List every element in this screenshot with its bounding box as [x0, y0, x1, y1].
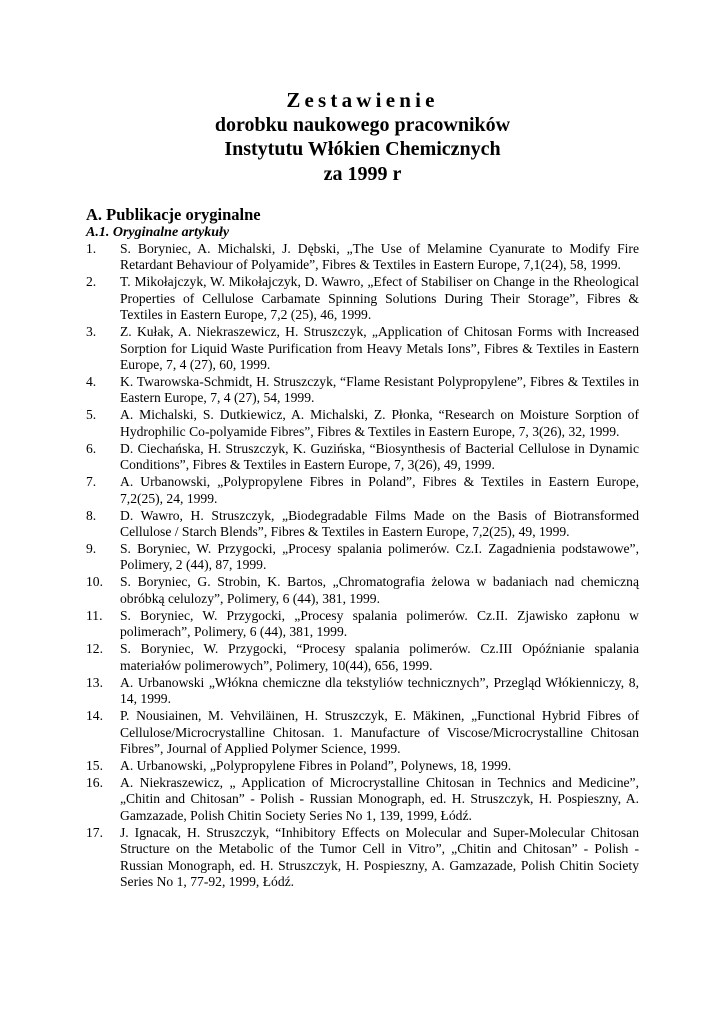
entry-number: 10. [86, 574, 103, 590]
entry-number: 7. [86, 474, 97, 490]
entry-number: 12. [86, 641, 103, 657]
publication-entry [86, 708, 639, 757]
subsection-heading: A.1. Oryginalne artykuły [86, 225, 230, 240]
publication-entry [86, 641, 639, 674]
entry-number: 8. [86, 507, 97, 523]
publication-entry [86, 608, 639, 641]
entry-number: 2. [86, 274, 97, 290]
publication-entry [86, 374, 639, 407]
document-title [0, 88, 725, 186]
entry-text: T. Mikołajczyk, W. Mikołajczyk, D. Wawro, „Efect of Stabiliser on Change in the Rheological Properties of Cellulose Carbamate Spinning Solutions During Their Storage”, Fibres & Textiles in Eastern Europe, 7,2 (25), 46, 1999. [120, 274, 639, 323]
title-line-4: za 1999 r [323, 162, 402, 185]
publication-entry [86, 775, 639, 824]
entry-number: 14. [86, 708, 103, 724]
entry-text: S. Boryniec, G. Strobin, K. Bartos, „Chromatografia żelowa w badaniach nad chemiczną obróbką celulozy”, Polimery, 6 (44), 381, 1999. [120, 574, 639, 606]
publication-entry [86, 508, 639, 541]
entry-text: A. Urbanowski „Włókna chemiczne dla tekstyliów technicznych”, Przegląd Włókienniczy, 8, 14, 1999. [120, 674, 639, 707]
entry-text: K. Twarowska-Schmidt, H. Struszczyk, “Flame Resistant Polypropylene”, Fibres & Textiles in Eastern Europe, 7, 4 (27), 54, 1999. [120, 374, 639, 406]
entry-number: 16. [86, 774, 103, 790]
publication-entry [86, 407, 639, 440]
entry-text: D. Wawro, H. Struszczyk, „Biodegradable Films Made on the Basis of Biotransformed Cellulose / Starch Blends”, Fibres & Textiles in Eastern Europe, 7,2(25), 49, 1999. [120, 507, 639, 540]
publication-entry [86, 541, 639, 574]
entry-number: 17. [86, 824, 103, 840]
entry-number: 3. [86, 324, 97, 340]
entry-number: 9. [86, 541, 97, 557]
entry-number: 1. [86, 241, 97, 256]
publication-entry [86, 274, 639, 323]
entry-text: S. Boryniec, A. Michalski, J. Dębski, „The Use of Melamine Cyanurate to Modify Fire Retardant Behaviour of Polyamide”, Fibres & Textiles in Eastern Europe, 7,1(24), 58, 1999. [120, 241, 639, 273]
publication-entry [86, 241, 639, 274]
publication-entry [86, 474, 639, 507]
publication-entry [86, 675, 639, 708]
title-line-2: dorobku naukowego pracowników [214, 113, 511, 136]
publication-entry [86, 441, 639, 474]
entry-number: 6. [86, 440, 97, 456]
entry-text: D. Ciechańska, H. Struszczyk, K. Guzińska, “Biosynthesis of Bacterial Cellulose in Dynamic Conditions”, Fibres & Textiles in Eastern Europe, 7, 3(26), 49, 1999. [120, 440, 639, 473]
title-line-1: Zestawienie [286, 88, 439, 112]
entry-text: P. Nousiainen, M. Vehviläinen, H. Struszczyk, E. Mäkinen, „Functional Hybrid Fibres of Cellulose/Microcrystalline Chitosan. 1. Manufacture of Viscose/Microcrystalline Chitosan Fibres”, Journal of Applied Polymer Science, 1999. [120, 708, 639, 756]
entry-text: S. Boryniec, W. Przygocki, “Procesy spalania polimerów. Cz.III Opóźnianie spalania materiałów polimerowych”, Polimery, 10(44), 656, 1999. [120, 641, 639, 673]
publication-entry [86, 574, 639, 607]
entry-number: 15. [86, 757, 103, 773]
entry-text: S. Boryniec, W. Przygocki, „Procesy spalania polimerów. Cz.I. Zagadnienia podstawowe”, Polimery, 2 (44), 87, 1999. [120, 541, 639, 573]
publication-entry [86, 324, 639, 373]
entry-text: S. Boryniec, W. Przygocki, „Procesy spalania polimerów. Cz.II. Zjawisko zapłonu w polimerach”, Polimery, 6 (44), 381, 1999. [120, 607, 639, 640]
entry-text: A. Michalski, S. Dutkiewicz, A. Michalski, Z. Płonka, “Research on Moisture Sorption of Hydrophilic Co-polyamide Fibres”, Fibres & Textiles in Eastern Europe, 7, 3(26), 32, 1999. [120, 407, 639, 439]
entry-number: 11. [86, 607, 103, 623]
publication-list [86, 241, 639, 891]
entry-text: A. Urbanowski, „Polypropylene Fibres in Poland”, Polynews, 18, 1999. [120, 757, 512, 773]
section-heading: A. Publikacje oryginalne [86, 205, 261, 224]
entry-text: A. Urbanowski, „Polypropylene Fibres in Poland”, Fibres & Textiles in Eastern Europe, 7,2(25), 24, 1999. [120, 474, 639, 506]
entry-number: 4. [86, 374, 97, 390]
publication-entry [86, 758, 639, 774]
publication-entry [86, 825, 639, 891]
entry-number: 5. [86, 407, 97, 423]
title-line-3: Instytutu Włókien Chemicznych [224, 138, 501, 160]
entry-text: A. Niekraszewicz, „ Application of Microcrystalline Chitosan in Technics and Medicine”, „Chitin and Chitosan” - Polish - Russian Monograph, ed. H. Struszczyk, H. Pospieszny, A. Gamzazade, Polish Chitin Society Series No 1, 139, 1999, Łódź. [120, 774, 639, 823]
entry-text: J. Ignacak, H. Struszczyk, “Inhibitory Effects on Molecular and Super-Molecular Chitosan Structure on the Metabolic of the Tumor Cell in Vitro”, „Chitin and Chitosan” - Polish - Russian Monograph, ed. H. Struszczyk, H. Pospieszny, A. Gamzazade, Polish Chitin Society Series No 1, 77-92, 1999, Łódź. [120, 824, 639, 889]
entry-text: Z. Kułak, A. Niekraszewicz, H. Struszczyk, „Application of Chitosan Forms with Increased Sorption for Liquid Waste Purification from Heavy Metals Ions”, Fibres & Textiles in Eastern Europe, 7, 4 (27), 60, 1999. [120, 324, 639, 373]
entry-number: 13. [86, 674, 103, 690]
